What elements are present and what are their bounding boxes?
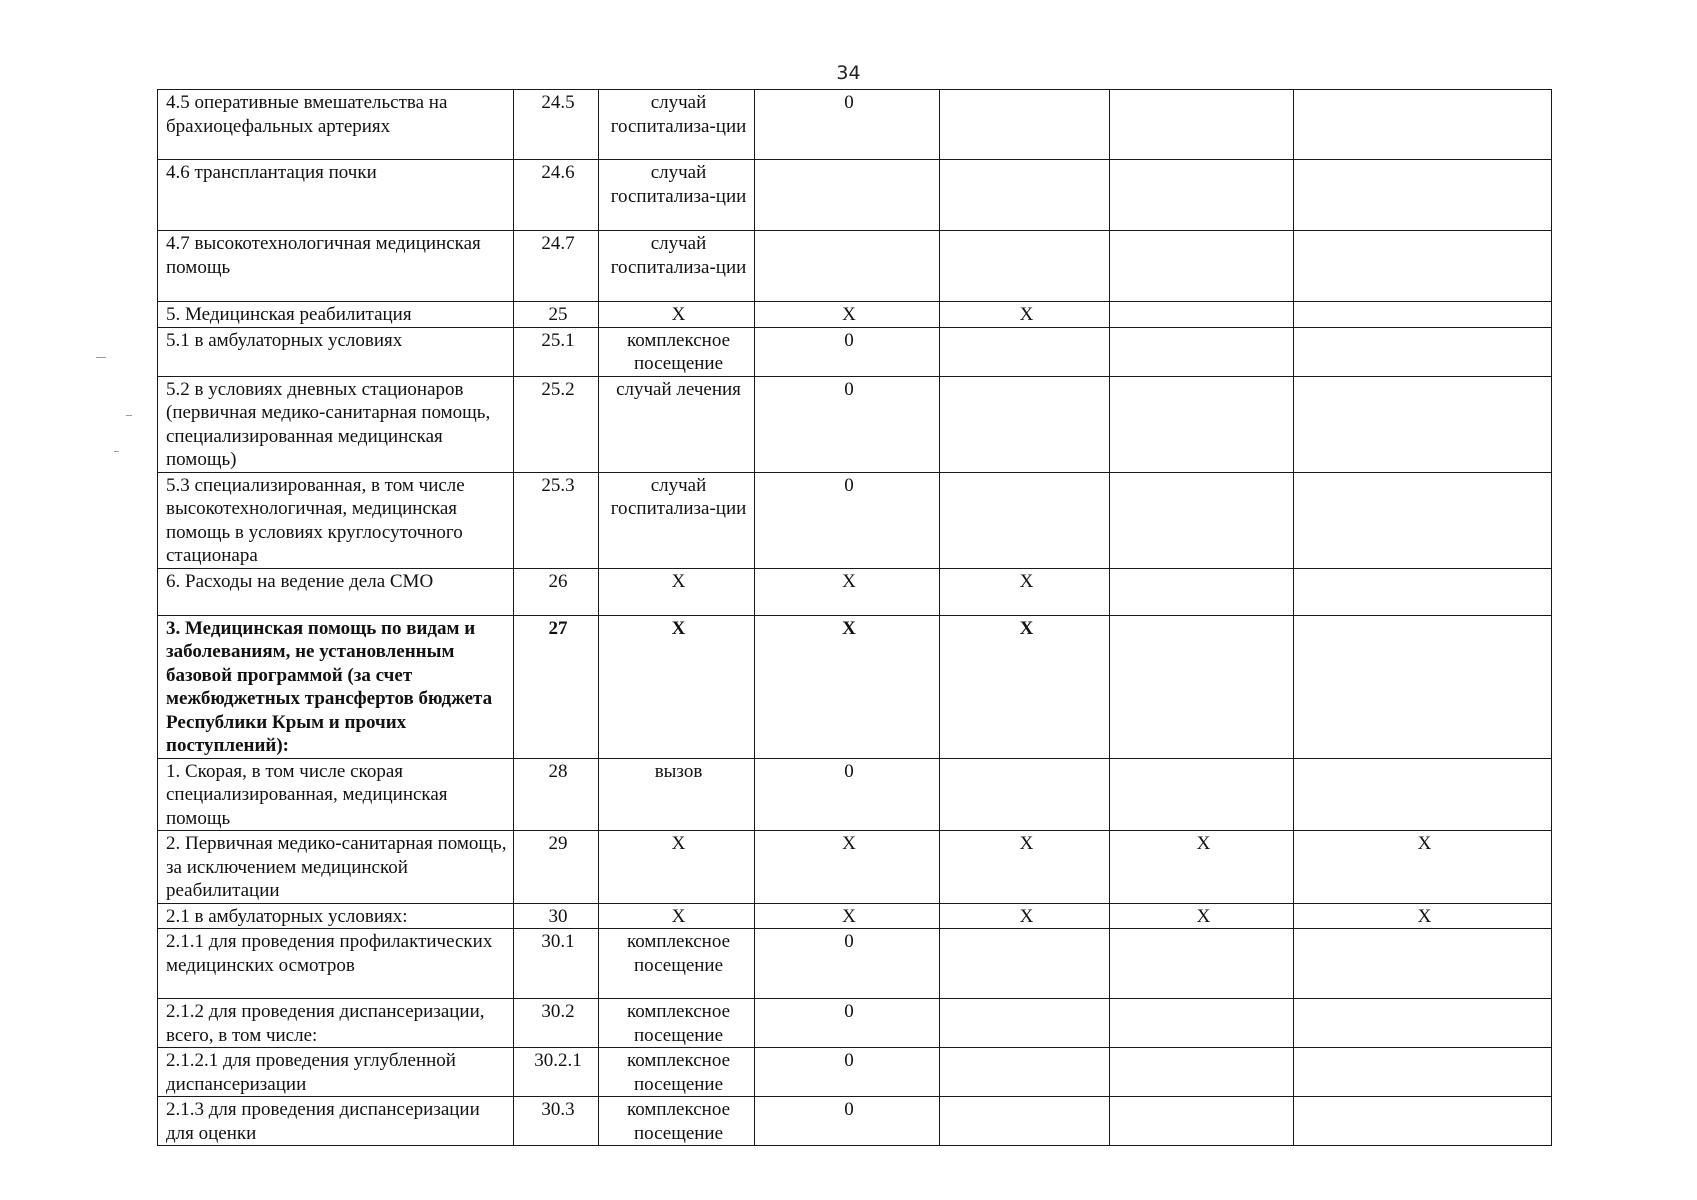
row-code-cell: 26 [514,568,599,615]
table-row [158,929,1552,999]
value-cell-2: Х [940,302,1110,328]
value-cell-4: Х [1294,903,1552,929]
value-cell-3 [1110,90,1294,160]
row-name-cell: 4.5 оперативные вмешательства на брахиоцефальных артериях [158,90,514,160]
value-cell-3 [1110,160,1294,231]
value-cell-2 [940,327,1110,376]
value-cell-1: Х [755,615,940,758]
table-row [158,1048,1552,1097]
row-code-cell: 29 [514,831,599,904]
row-code-cell: 24.5 [514,90,599,160]
scan-speck [96,357,106,358]
value-cell-3 [1110,472,1294,568]
page-number: 34 [836,62,861,84]
value-cell-4 [1294,327,1552,376]
row-name-cell: 1. Скорая, в том числе скорая специализированная, медицинская помощь [158,758,514,831]
row-name-cell: 3. Медицинская помощь по видам и заболеваниям, не установленным базовой программой (за счет межбюджетных трансфертов бюджета Республики Крым и прочих поступлений): [158,615,514,758]
value-cell-2: Х [940,615,1110,758]
value-cell-1 [755,231,940,302]
value-cell-1: 0 [755,1097,940,1146]
value-cell-2 [940,160,1110,231]
row-unit-cell: случай госпитализа-ции [599,160,755,231]
value-cell-2 [940,1048,1110,1097]
value-cell-3 [1110,999,1294,1048]
scan-speck [126,415,132,416]
row-code-cell: 25 [514,302,599,328]
row-unit-cell: случай госпитализа-ции [599,231,755,302]
table-row [158,231,1552,302]
value-cell-4 [1294,758,1552,831]
value-cell-4 [1294,1048,1552,1097]
row-code-cell: 25.3 [514,472,599,568]
row-name-cell: 6. Расходы на ведение дела СМО [158,568,514,615]
row-unit-cell: комплексное посещение [599,1048,755,1097]
row-code-cell: 30.2 [514,999,599,1048]
table-row [158,90,1552,160]
row-unit-cell: комплексное посещение [599,1097,755,1146]
table-row [158,160,1552,231]
value-cell-1: 0 [755,999,940,1048]
value-cell-4 [1294,615,1552,758]
value-cell-3 [1110,615,1294,758]
row-code-cell: 30.2.1 [514,1048,599,1097]
row-unit-cell: случай госпитализа-ции [599,90,755,160]
table-row [158,831,1552,904]
value-cell-3 [1110,929,1294,999]
value-cell-2: Х [940,568,1110,615]
value-cell-4 [1294,302,1552,328]
value-cell-4 [1294,231,1552,302]
table-row [158,999,1552,1048]
row-code-cell: 25.2 [514,376,599,472]
value-cell-3 [1110,376,1294,472]
table-row [158,568,1552,615]
value-cell-2: Х [940,903,1110,929]
value-cell-1: 0 [755,1048,940,1097]
value-cell-4: Х [1294,831,1552,904]
row-unit-cell: вызов [599,758,755,831]
value-cell-3 [1110,231,1294,302]
value-cell-4 [1294,472,1552,568]
value-cell-4 [1294,999,1552,1048]
row-unit-cell: случай госпитализа-ции [599,472,755,568]
row-unit-cell: Х [599,903,755,929]
value-cell-1: Х [755,568,940,615]
value-cell-2 [940,1097,1110,1146]
value-cell-3 [1110,1097,1294,1146]
row-name-cell: 4.6 трансплантация почки [158,160,514,231]
row-name-cell: 5.3 специализированная, в том числе высокотехнологичная, медицинская помощь в условиях круглосуточного стационара [158,472,514,568]
row-code-cell: 27 [514,615,599,758]
row-unit-cell: комплексное посещение [599,999,755,1048]
value-cell-4 [1294,90,1552,160]
row-code-cell: 30 [514,903,599,929]
value-cell-3 [1110,758,1294,831]
row-code-cell: 25.1 [514,327,599,376]
row-code-cell: 24.6 [514,160,599,231]
row-name-cell: 4.7 высокотехнологичная медицинская помощь [158,231,514,302]
row-unit-cell: случай лечения [599,376,755,472]
value-cell-3 [1110,568,1294,615]
row-name-cell: 2.1.1 для проведения профилактических медицинских осмотров [158,929,514,999]
value-cell-1: 0 [755,758,940,831]
value-cell-2 [940,90,1110,160]
value-cell-1: 0 [755,90,940,160]
row-code-cell: 24.7 [514,231,599,302]
value-cell-4 [1294,160,1552,231]
value-cell-2: Х [940,831,1110,904]
table-row [158,615,1552,758]
value-cell-2 [940,929,1110,999]
value-cell-3 [1110,327,1294,376]
row-code-cell: 30.1 [514,929,599,999]
row-name-cell: 5.2 в условиях дневных стационаров (первичная медико-санитарная помощь, специализированная медицинская помощь) [158,376,514,472]
value-cell-1: Х [755,302,940,328]
row-unit-cell: комплексное посещение [599,929,755,999]
row-code-cell: 30.3 [514,1097,599,1146]
table-row [158,758,1552,831]
value-cell-3 [1110,302,1294,328]
table-row [158,472,1552,568]
row-name-cell: 5. Медицинская реабилитация [158,302,514,328]
data-table [157,89,1552,1146]
value-cell-1: 0 [755,929,940,999]
row-unit-cell: Х [599,831,755,904]
value-cell-1: 0 [755,472,940,568]
value-cell-2 [940,376,1110,472]
table-row [158,376,1552,472]
table-row [158,327,1552,376]
row-code-cell: 28 [514,758,599,831]
table-body [158,90,1552,1146]
row-name-cell: 2.1.3 для проведения диспансеризации для оценки [158,1097,514,1146]
value-cell-1: Х [755,903,940,929]
value-cell-1: 0 [755,376,940,472]
value-cell-2 [940,758,1110,831]
value-cell-2 [940,472,1110,568]
row-name-cell: 2.1 в амбулаторных условиях: [158,903,514,929]
value-cell-4 [1294,1097,1552,1146]
value-cell-4 [1294,929,1552,999]
value-cell-3 [1110,1048,1294,1097]
row-unit-cell: комплексное посещение [599,327,755,376]
row-unit-cell: Х [599,615,755,758]
value-cell-1: Х [755,831,940,904]
row-unit-cell: Х [599,568,755,615]
row-unit-cell: Х [599,302,755,328]
value-cell-2 [940,231,1110,302]
value-cell-2 [940,999,1110,1048]
table-row [158,903,1552,929]
row-name-cell: 2.1.2 для проведения диспансеризации, всего, в том числе: [158,999,514,1048]
row-name-cell: 2. Первичная медико-санитарная помощь, за исключением медицинской реабилитации [158,831,514,904]
scan-speck [114,451,119,452]
value-cell-1: 0 [755,327,940,376]
row-name-cell: 2.1.2.1 для проведения углубленной диспансеризации [158,1048,514,1097]
row-name-cell: 5.1 в амбулаторных условиях [158,327,514,376]
value-cell-1 [755,160,940,231]
value-cell-3: Х [1110,831,1294,904]
table-row [158,1097,1552,1146]
value-cell-4 [1294,568,1552,615]
value-cell-3: Х [1110,903,1294,929]
table-row [158,302,1552,328]
value-cell-4 [1294,376,1552,472]
